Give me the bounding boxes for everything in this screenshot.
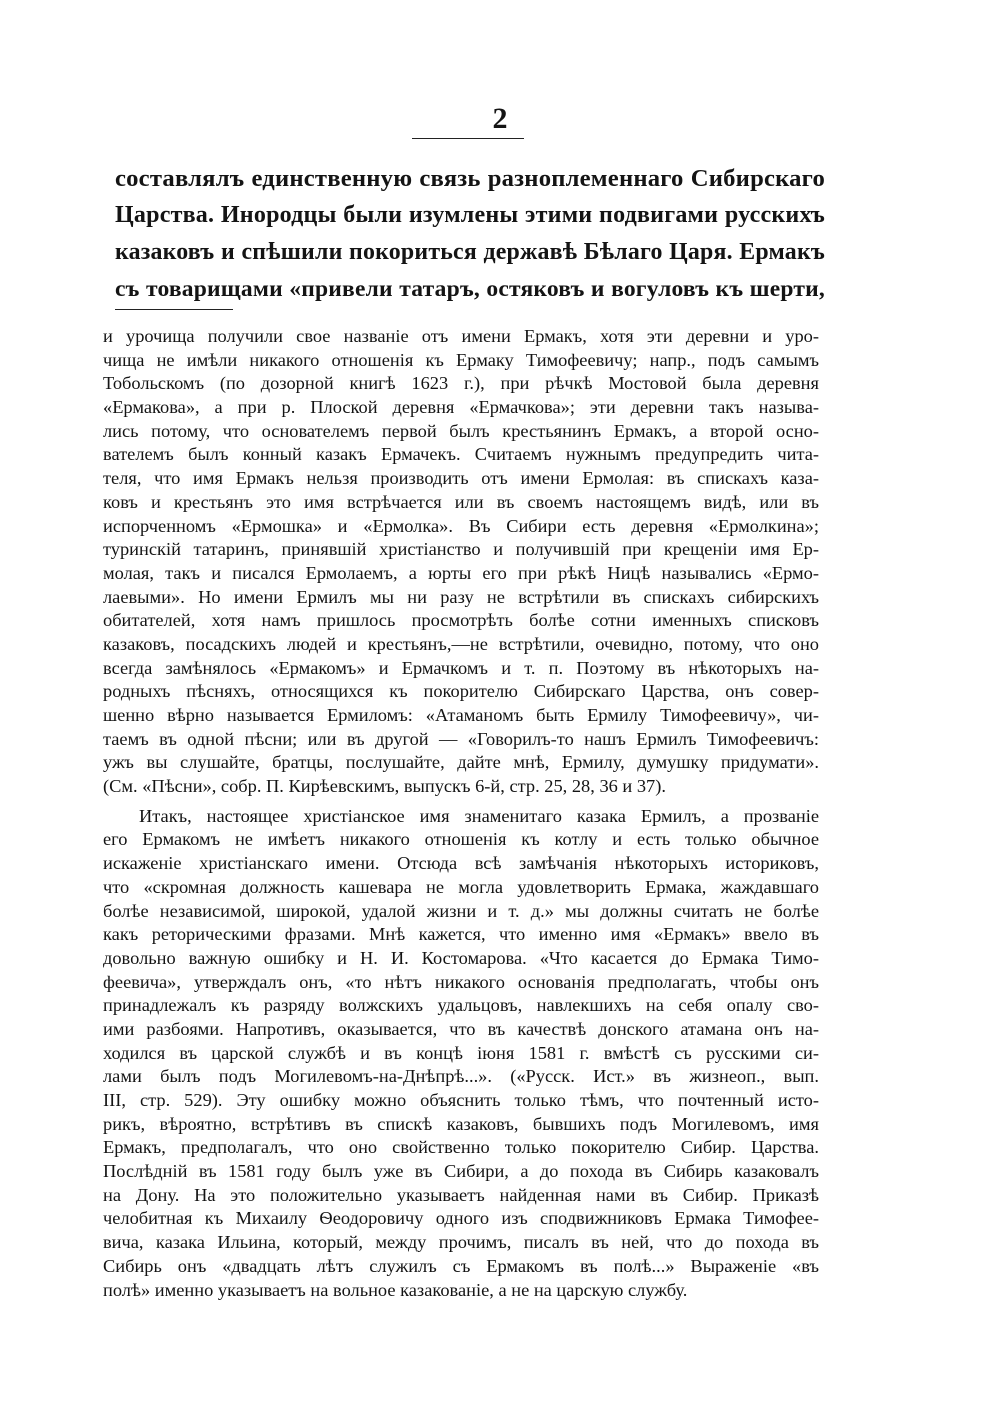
main-text-line: казаковъ и спѣшили покориться державѣ Бѣлаго Царя. Ермакъ — [115, 239, 825, 265]
footnote-line: теля, что имя Ермакъ нельзя производить отъ имени Ермолая: въ спискахъ каза- — [103, 468, 819, 489]
footnote-line: довольно важную ошибку и Н. И. Костомарова. «Что касается до Ермака Тимо- — [103, 947, 819, 968]
footnote-line: рикъ, вѣроятно, встрѣтивъ въ спискѣ казаковъ, бывшихъ подъ Могилевомъ, имя — [103, 1113, 819, 1134]
footnote-line: челобитная къ Михаилу Ѳеодоровичу одного изъ сподвижниковъ Ермака Тимофее- — [103, 1208, 819, 1229]
footnote-line: казаковъ, посадскихъ людей и крестьянъ,—не встрѣтили, очевидно, потому, что оно — [103, 633, 819, 654]
footnote-line: болѣе независимой, широкой, удалой жизни и т. д.» мы должны считать не болѣе — [103, 900, 819, 921]
footnote-paragraph-1 — [103, 325, 819, 799]
footnote-line: вателемъ былъ конный казакъ Ермачекъ. Считаемъ нужнымъ предупредить чита- — [103, 444, 819, 465]
footnote-line: вича, казака Ильина, который, между прочимъ, писалъ въ ней, что до похода въ — [103, 1232, 819, 1253]
footnote-line: родныхъ пѣсняхъ, относящихся къ покорителю Сибирскаго Царства, онъ совер- — [103, 681, 819, 702]
footnote-line: Ермакъ, предполагалъ, что оно свойственно только покорителю Сибир. Царства. — [103, 1137, 819, 1158]
page-number-rule — [412, 138, 524, 139]
footnote-line: какъ реторическими фразами. Мнѣ кажется, что именно имя «Ермакъ» ввело въ — [103, 924, 819, 945]
footnote-block — [103, 325, 819, 1302]
footnote-line: полѣ» именно указываетъ на вольное казакованіе, а не на царскую службу. — [103, 1279, 688, 1300]
footnote-line: и урочища получили свое названіе отъ имени Ермакъ, хотя эти деревни и уро- — [103, 326, 819, 346]
footnote-paragraph-2 — [103, 805, 819, 1302]
footnote-line: таемъ въ одной пѣсни; или въ другой — «Говорилъ-то нашъ Ермилъ Тимофеевичъ: — [103, 728, 819, 749]
footnote-line: феевича», утверждалъ онъ, «то нѣтъ никакого основанія предполагать, чтобы онъ — [103, 971, 819, 992]
footnote-line: его Ермакомъ не имѣетъ никакого отношенія къ котлу и есть только обычное — [103, 829, 819, 850]
footnote-line: Итакъ, настоящее христіанское имя знаменитаго казака Ермилъ, а прозваніе — [139, 805, 819, 826]
footnote-separator — [115, 309, 233, 310]
footnote-line: «Ермакова», а при р. Плоской деревня «Ермачкова»; эти деревни такъ называ- — [103, 397, 819, 418]
footnote-line: испорченномъ «Ермошка» и «Ермолка». Въ Сибири есть деревня «Ермолкина»; — [103, 515, 819, 536]
footnote-line: Тобольскомъ (по дозорной книгѣ 1623 г.), при рѣчкѣ Мостовой была деревня — [103, 373, 819, 394]
footnote-line: всегда замѣнялось «Ермакомъ» и Ермачкомъ и т. п. Поэтому въ нѣкоторыхъ на- — [103, 657, 819, 678]
footnote-line: III, стр. 529). Эту ошибку можно объяснить только тѣмъ, что почтенный исто- — [103, 1090, 819, 1110]
footnote-line: Послѣдній въ 1581 году былъ уже въ Сибири, а до похода въ Сибирь казаковалъ — [103, 1161, 819, 1182]
page-number: 2 — [492, 102, 508, 135]
footnote-line: Сибирь онъ «двадцать лѣтъ служилъ съ Ермакомъ въ полѣ...» Выраженіе «въ — [103, 1255, 819, 1276]
footnote-line: что «скромная должность кашевара не могла удовлетворить Ермака, жаждавшаго — [103, 876, 819, 897]
footnote-line: (См. «Пѣсни», собр. П. Кирѣевскимъ, выпускъ 6-й, стр. 25, 28, 36 и 37). — [103, 776, 666, 797]
footnote-line: ходился въ царской службѣ и въ концѣ іюня 1581 г. вмѣстѣ съ русскими си- — [103, 1042, 819, 1063]
footnote-line: принадлежалъ къ разряду волжскихъ удальцовъ, навлекшихъ на себя опалу сво- — [103, 995, 819, 1016]
footnote-line: искаженіе христіанскаго имени. Отсюда всѣ замѣчанія нѣкоторыхъ историковъ, — [103, 853, 819, 874]
main-text-block — [115, 160, 825, 308]
footnote-line: лись потому, что основателемъ первой былъ крестьянинъ Ермакъ, а второй осно- — [103, 420, 819, 441]
main-text-line: Царства. Инородцы были изумлены этими подвигами русскихъ — [115, 202, 825, 228]
footnote-line: туринскій татаринъ, принявшій христіанство и получившій при крещеніи имя Ер- — [103, 539, 819, 560]
main-text-line: съ товарищами «привели татаръ, остяковъ и вогуловъ къ шерти, — [115, 276, 825, 302]
footnote-line: обитателей, хотя намъ пришлось просмотрѣть болѣе сотни именныхъ списковъ — [103, 610, 819, 631]
footnote-line: на Дону. На это положительно указываетъ найденная нами въ Сибир. Приказѣ — [103, 1184, 819, 1205]
footnote-line: ими разбоями. Напротивъ, оказывается, что въ качествѣ донского атамана онъ на- — [103, 1018, 819, 1039]
main-text-line: составлялъ единственную связь разноплеменнаго Сибирскаго — [115, 165, 825, 192]
footnote-line: молая, такъ и писался Ермолаемъ, а юрты его при рѣкѣ Ницѣ назывались «Ермо- — [103, 562, 819, 583]
footnote-line: чища не имѣли никакого отношенія къ Ермаку Тимофеевичу; напр., подъ самымъ — [103, 349, 819, 370]
footnote-line: лами былъ подъ Могилевомъ-на-Днѣпрѣ...». («Русск. Ист.» въ жизнеоп., вып. — [103, 1066, 819, 1087]
footnote-line: ужъ вы слушайте, братцы, послушайте, дайте мнѣ, Ермилу, думушку придумати». — [103, 752, 819, 773]
footnote-line: ковъ и крестьянъ это имя встрѣчается или въ своемъ настоящемъ видѣ, или въ — [103, 491, 819, 512]
footnote-line: шенно вѣрно называется Ермиломъ: «Атаманомъ быть Ермилу Тимофеевичу», чи- — [103, 705, 819, 725]
footnote-line: лаевыми». Но имени Ермилъ мы ни разу не встрѣтили въ спискахъ сибирскихъ — [103, 586, 819, 607]
